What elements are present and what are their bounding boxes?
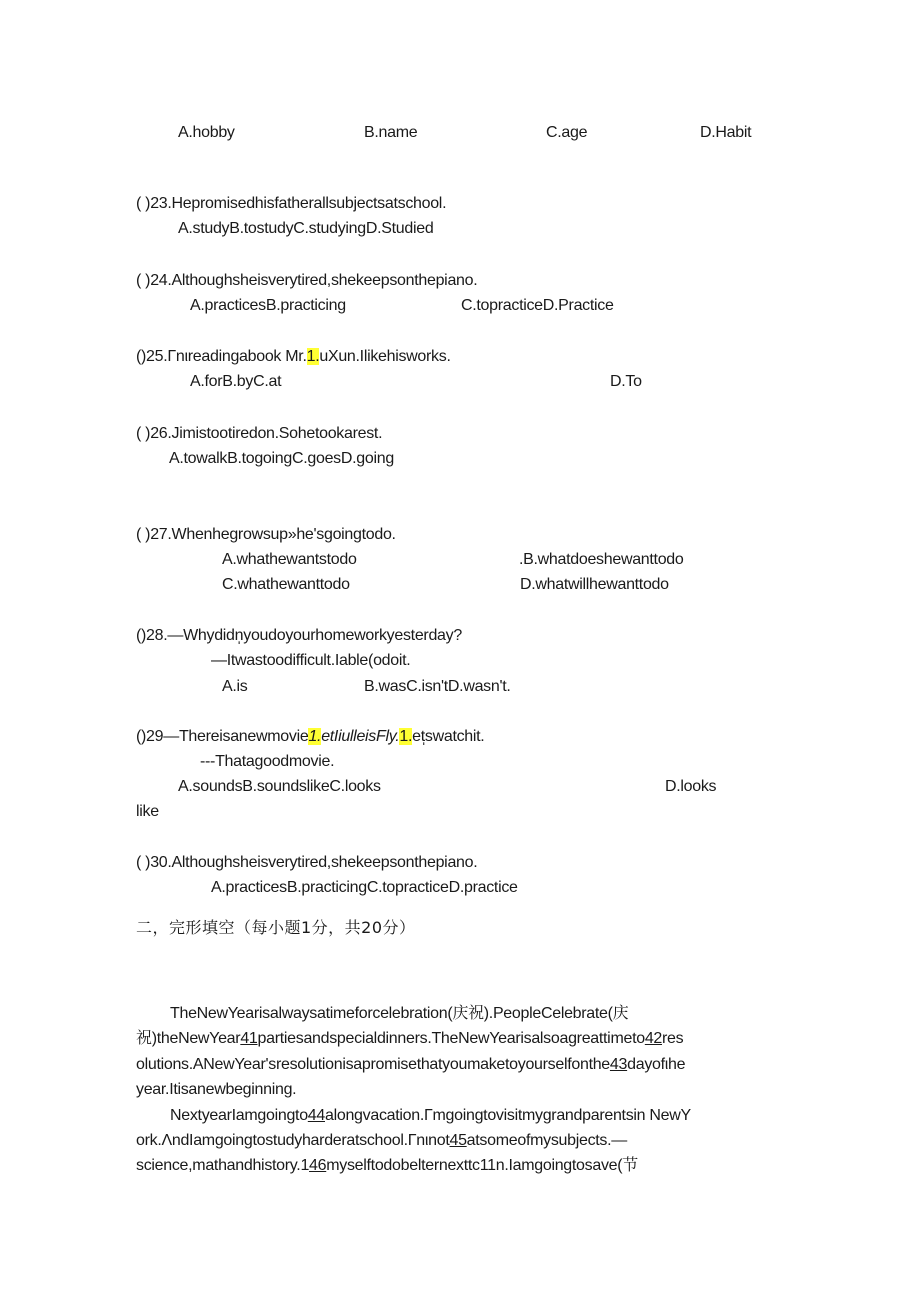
q26-stem: ( )26.Jimistootiredon.Sohetookarest. (136, 425, 383, 442)
q27-option-a: A.whathewantstodo (222, 551, 357, 568)
passage-line-2 (136, 1028, 683, 1050)
q25-highlight: 1. (306, 348, 320, 365)
blank-43: 43 (609, 1056, 628, 1073)
q25-stem-post: uXun.Ilikehisworks. (319, 348, 451, 365)
passage-line-2-post: res (662, 1030, 684, 1047)
blank-41: 41 (240, 1030, 258, 1047)
passage-line-2-mid: partiesandspecialdinners.TheNewYearisalsoagreattimeto (257, 1030, 645, 1047)
q28-reply: —Itwastoodifficult.Iable(odoit. (211, 652, 411, 669)
passage-line-5-post: alongvacation.Γmgoingtovisitmygrandparentsin NewY (325, 1107, 691, 1124)
passage-line-5 (170, 1105, 691, 1127)
q24-options-ab: A.practicesB.practicing (190, 297, 346, 314)
passage-line-6 (136, 1130, 627, 1152)
q29-option-d-cont: like (136, 803, 159, 820)
q22-option-a: A.hobby (178, 124, 235, 141)
q27-option-c: C.whathewanttodo (222, 576, 350, 593)
q27-stem: ( )27.Whenhegrowsup»he'sgoingtodo. (136, 526, 396, 543)
q22-option-d: D.Habit (700, 124, 752, 141)
passage-line-6-post: atsomeofmysubjects.— (466, 1132, 627, 1149)
q29-movie-title: etIiulleisFly. (321, 728, 400, 745)
q30-options: A.practicesB.practicingC.topracticeD.practice (211, 879, 518, 896)
passage-line-3-post: dayofιhe (627, 1056, 686, 1073)
q27-option-d: D.whatwillhewanttodo (520, 576, 669, 593)
passage-line-3-pre: olutions.ANewYear'sresolutionisapromisethatyoumaketoyourselfonthe (136, 1056, 610, 1073)
passage-line-3 (136, 1054, 685, 1076)
q29-reply: ---Thatagoodmovie. (200, 753, 335, 770)
q25-stem-pre: ()25.Γnιreadingabook Mr. (136, 348, 307, 365)
q28-option-a: A.is (222, 678, 248, 695)
section-title: 二，完形填空（每小题1分，共20分） (136, 918, 416, 937)
passage-line-7-post: myselftodobelternexttc11n.Iamgoingtosave(节 (326, 1157, 638, 1174)
q23-options: A.studyB.tostudyC.studyingD.Studied (178, 220, 434, 237)
q29-highlight-1: 1. (308, 728, 322, 745)
q29-stem (136, 726, 484, 748)
blank-44: 44 (307, 1107, 325, 1124)
q25-options-abc: A.forB.byC.at (190, 373, 282, 390)
passage-line-7 (136, 1155, 638, 1177)
passage-line-7-pre: science,mathandhistory.1 (136, 1157, 310, 1174)
q25-stem (136, 346, 451, 368)
q29-option-d: D.looks (665, 778, 717, 795)
q28-options-bcd: B.wasC.isn'tD.wasn't. (364, 678, 511, 695)
passage-line-1: TheNewYearisalwaysatimeforcelebration(庆祝).PeopleCelebrate(庆 (170, 1005, 629, 1022)
q27-option-b: .B.whatdoeshewanttodo (519, 551, 684, 568)
q24-stem: ( )24.Althoughsheisverytired,shekeepsonthepiano. (136, 272, 478, 289)
q24-options-cd: C.topracticeD.Practice (461, 297, 614, 314)
blank-45: 45 (449, 1132, 467, 1149)
q26-options: A.towalkB.togoingC.goesD.going (169, 450, 394, 467)
q29-stem-post: et̩swatchit. (412, 728, 485, 745)
passage-line-5-pre: NextyearIamgoingto (170, 1107, 308, 1124)
q29-highlight-2: 1. (399, 728, 413, 745)
q29-options-abc: A.soundsB.soundslikeC.looks (178, 778, 381, 795)
q22-option-c: C.age (546, 124, 588, 141)
q23-stem: ( )23.Hepromisedhisfatherallsubjectsatschool. (136, 195, 447, 212)
blank-46: 46 (309, 1157, 327, 1174)
q28-stem: ()28.—Whydidn̩youdoyourhomeworkyesterday? (136, 627, 462, 644)
q25-option-d: D.To (610, 373, 642, 390)
q30-stem: ( )30.Althoughsheisverytired,shekeepsonthepiano. (136, 854, 478, 871)
q22-option-b: B.name (364, 124, 418, 141)
passage-line-4: year.Itisanewbeginning. (136, 1081, 297, 1098)
passage-line-6-pre: ork.ΛndIamgoingtostudyharderatschool.Γnιnot (136, 1132, 450, 1149)
blank-42: 42 (644, 1030, 663, 1047)
passage-line-2-pre: 祝)theNewYear (136, 1030, 241, 1047)
q29-stem-pre: ()29—Thereisanewmovie (136, 728, 309, 745)
